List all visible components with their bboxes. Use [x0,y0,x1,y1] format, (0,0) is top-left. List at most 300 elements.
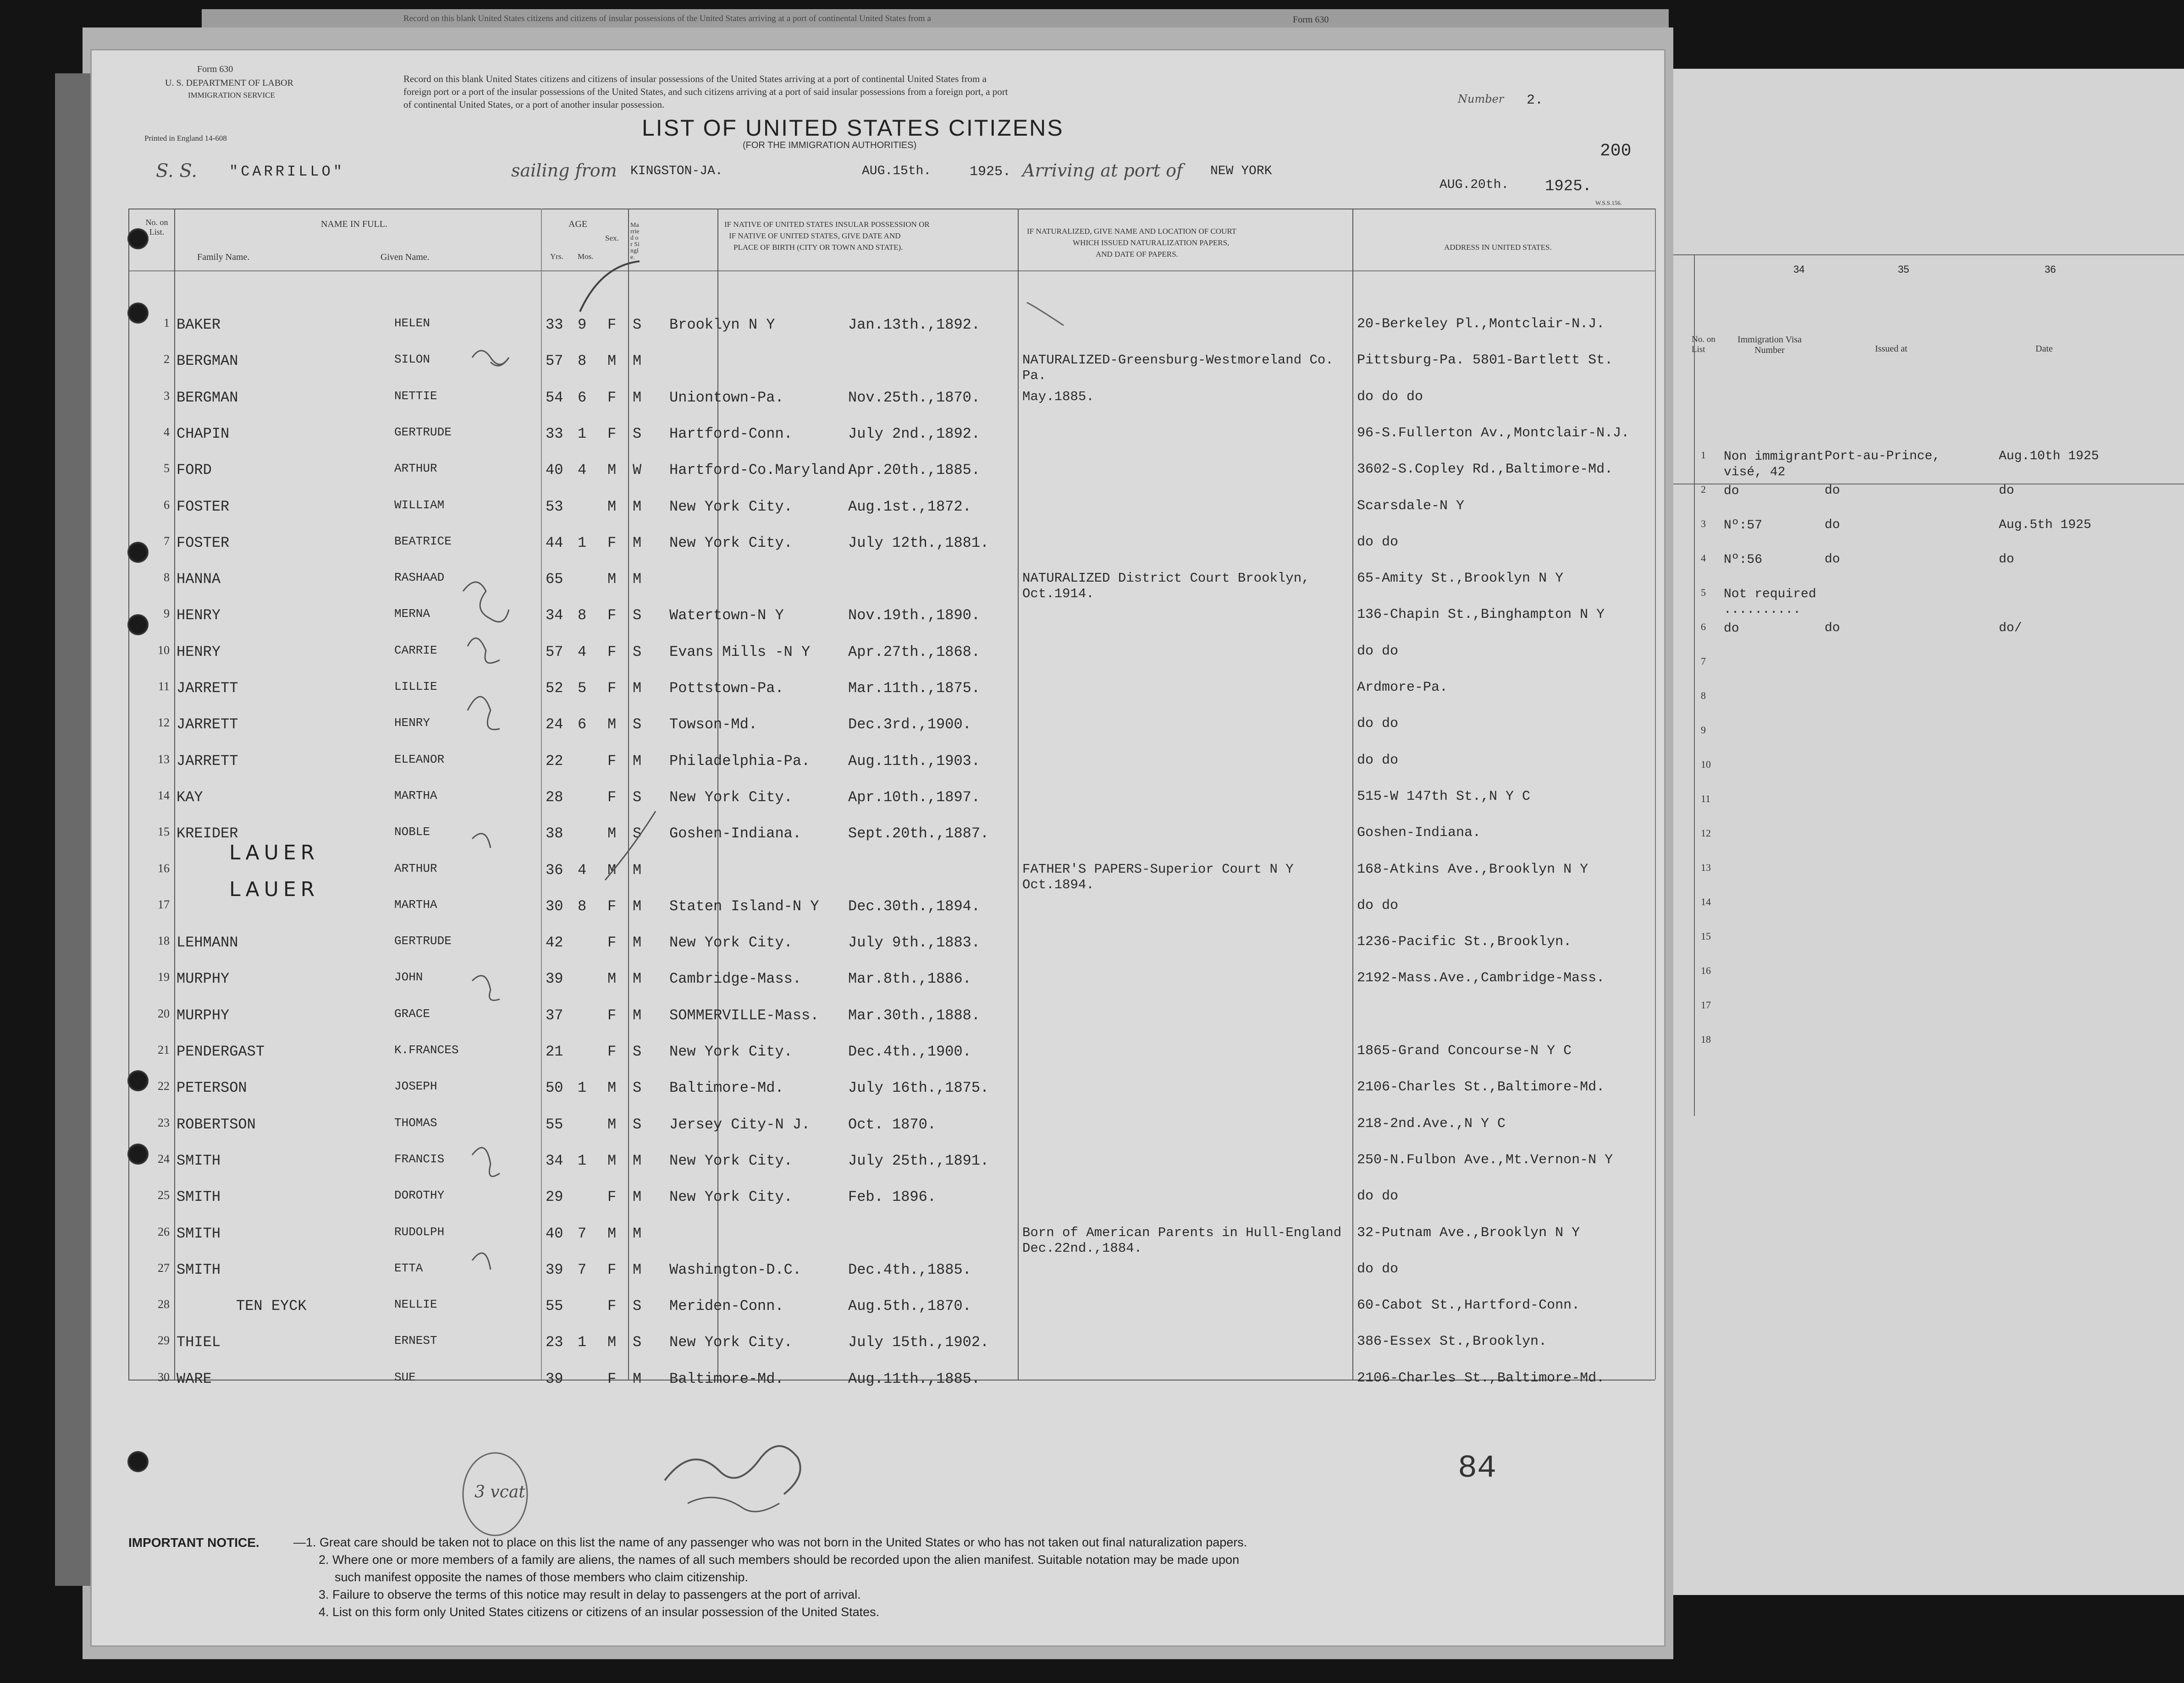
birthplace: Brooklyn N Y [669,316,775,333]
punch-hole [127,228,149,249]
sex: M [607,1152,617,1169]
age-years: 55 [546,1116,563,1133]
birthplace: Goshen-Indiana. [669,825,802,842]
marital-status: S [633,316,642,333]
birthdate: Mar.11th.,1875. [848,680,981,697]
marital-status: M [633,861,642,879]
marital-status: S [633,425,642,442]
marital-status: S [633,1079,642,1097]
age-months: 8 [578,352,587,370]
visa-date: Aug.5th 1925 [1999,518,2091,532]
visa-row-number: 17 [1701,999,1711,1011]
family-name: JARRETT [176,680,238,697]
given-name: RASHAAD [394,571,445,585]
birthplace: Hartford-Co.Maryland. [669,462,855,479]
sailing-from: KINGSTON-JA. [630,164,723,178]
age-years: 34 [546,1152,563,1169]
given-name: WILLIAM [394,498,445,512]
sex: F [607,1298,617,1315]
family-name: KAY [176,788,203,806]
birthdate: Apr.27th.,1868. [848,643,981,660]
birthdate: Aug.5th.,1870. [848,1298,971,1315]
birthplace: Meriden-Conn. [669,1298,784,1315]
age-years: 30 [546,897,563,915]
given-name: JOHN [394,970,423,984]
birthdate: Oct. 1870. [848,1116,937,1133]
row-number: 29 [158,1334,170,1348]
given-name: GERTRUDE [394,934,452,948]
address: do do [1357,534,1399,550]
visa-row-number: 12 [1701,827,1711,839]
row-number: 3 [164,389,170,402]
age-years: 50 [546,1079,563,1097]
arrival-port: NEW YORK [1210,164,1272,178]
address: do do do [1357,389,1423,405]
given-name: LILLIE [394,680,437,693]
visa-issued-at: do [1825,621,1840,635]
birthplace: Staten Island-N Y [669,897,819,915]
given-name: SILON [394,352,430,367]
address: 65-Amity St.,Brooklyn N Y [1357,571,1564,587]
birthplace: Washington-D.C. [669,1261,802,1278]
age-months: 1 [578,1152,587,1169]
birthplace: Baltimore-Md. [669,1370,784,1387]
address: do do [1357,1261,1399,1277]
sex: M [607,498,617,515]
given-name: THOMAS [394,1116,437,1130]
address: 2106-Charles St.,Baltimore-Md. [1357,1370,1605,1386]
sex: M [607,571,617,588]
handwriting-marks [92,50,1664,1645]
col-address: ADDRESS IN UNITED STATES. [1444,243,1552,252]
row-number: 1 [164,316,170,330]
punch-hole [127,1144,149,1165]
birthdate: Jan.13th.,1892. [848,316,981,333]
address: do do [1357,897,1399,913]
notice-item-2a: 2. Where one or more members of a family are aliens, the names of all such members should be recorded upon the alien manifest. Suitable notation may be made upon [319,1553,1240,1567]
row-number: 14 [158,788,170,802]
family-name: SMITH [176,1188,221,1206]
row-number: 12 [158,716,170,730]
family-name: BERGMAN [176,352,238,370]
birthplace: SOMMERVILLE-Mass. [669,1006,819,1024]
row-number: 15 [158,825,170,839]
birthdate: Dec.4th.,1900. [848,1043,971,1060]
birthdate: Apr.20th.,1885. [848,462,981,479]
arrival-year: 1925. [1545,178,1592,195]
arriving-label: Arriving at port of [1022,160,1183,181]
sex: M [607,1334,617,1351]
department-line-1: U. S. DEPARTMENT OF LABOR [165,78,293,88]
family-name: SMITH [176,1152,221,1169]
marital-status: S [633,1334,642,1351]
visa-row-number: 7 [1701,655,1706,667]
row-number: 17 [158,897,170,911]
age-years: 23 [546,1334,563,1351]
birthplace: New York City. [669,534,793,551]
punch-hole [127,1451,149,1472]
row-number: 2 [164,352,170,366]
address: 2192-Mass.Ave.,Cambridge-Mass. [1357,970,1605,986]
age-years: 39 [546,1370,563,1387]
age-years: 57 [546,643,563,660]
address: 386-Essex St.,Brooklyn. [1357,1334,1547,1350]
birthplace: New York City. [669,1152,793,1169]
visa-row [1673,965,2184,999]
form-number-top: Form 630 [1293,15,1329,25]
birthplace: New York City. [669,788,793,806]
arrival-date: AUG.20th. [1439,178,1509,192]
row-number: 18 [158,934,170,948]
marital-status: M [633,970,642,988]
visa-row-number: 3 [1701,518,1706,529]
birthdate: Nov.19th.,1890. [848,607,981,624]
marital-status: M [633,1152,642,1169]
sex: M [607,1225,617,1242]
naturalization: May.1885. [1022,389,1094,404]
visa-number: Nº:56 [1724,553,1763,567]
address: 60-Cabot St.,Hartford-Conn. [1357,1298,1580,1314]
given-name: HENRY [394,716,430,730]
age-months: 1 [578,1334,587,1351]
address: 2106-Charles St.,Baltimore-Md. [1357,1079,1605,1095]
visa-row [1673,552,2184,587]
birthplace: New York City. [669,934,793,952]
marital-status: M [633,1188,642,1206]
visa-row-number: 18 [1701,1034,1711,1045]
given-name: RUDOLPH [394,1225,445,1239]
visa-row [1673,896,2184,930]
visa-row-number: 16 [1701,965,1711,976]
visa-issued-at: Port-au-Prince, [1825,449,1941,463]
visa-col-34: 34 [1793,264,1805,275]
sex: F [607,752,617,770]
address: 1236-Pacific St.,Brooklyn. [1357,934,1572,950]
visa-number: Non immigrant visé, 42 [1724,450,1824,479]
given-name: DOROTHY [394,1188,445,1203]
visa-row [1673,484,2184,518]
sailing-label: sailing from [511,160,617,181]
sex: F [607,680,617,697]
visa-row-number: 15 [1701,930,1711,942]
sex: F [607,389,617,406]
given-name: NETTIE [394,389,437,403]
birthplace: Pottstown-Pa. [669,680,784,697]
header-back-text: Record on this blank United States citizens and citizens of insular possessions of the United States arriving at a port of continental United States from a [403,14,931,23]
age-months: 5 [578,680,587,697]
age-months: 1 [578,534,587,551]
family-name: SMITH [176,1261,221,1278]
col-mos: Mos. [578,252,594,261]
birthplace: Philadelphia-Pa. [669,752,811,770]
age-years: 38 [546,825,563,842]
number-label: Number [1458,93,1504,105]
birthdate: Aug.11th.,1903. [848,752,981,770]
col-native-3: PLACE OF BIRTH (CITY OR TOWN AND STATE). [734,243,903,252]
address: 168-Atkins Ave.,Brooklyn N Y [1357,861,1588,877]
birthdate: Dec.3rd.,1900. [848,716,971,733]
age-years: 53 [546,498,563,515]
sex: F [607,1370,617,1387]
given-name: BEATRICE [394,534,452,548]
marital-status: M [633,1370,642,1387]
address: 250-N.Fulbon Ave.,Mt.Vernon-N Y [1357,1152,1613,1168]
age-years: 22 [546,752,563,770]
address: 32-Putnam Ave.,Brooklyn N Y [1357,1225,1580,1241]
sex: M [607,1116,617,1133]
address: 20-Berkeley Pl.,Montclair-N.J. [1357,316,1605,332]
row-number: 4 [164,425,170,439]
address: do do [1357,643,1399,659]
visa-col-36: 36 [2045,264,2056,275]
marital-status: S [633,716,642,733]
birthplace: New York City. [669,1334,793,1351]
birthplace: Uniontown-Pa. [669,389,784,406]
visa-issued-at: do [1825,552,1840,566]
age-years: 39 [546,1261,563,1278]
birthdate: Dec.4th.,1885. [848,1261,971,1278]
sex: F [607,425,617,442]
visa-date: Aug.10th 1925 [1999,449,2099,463]
visa-row [1673,1034,2184,1068]
birthdate: July 15th.,1902. [848,1334,989,1351]
marital-status: M [633,752,642,770]
given-name: NOBLE [394,825,430,839]
col-nat-3: AND DATE OF PAPERS. [1096,250,1178,258]
birthdate: Nov.25th.,1870. [848,389,981,406]
family-name: WARE [176,1370,212,1387]
age-years: 37 [546,1006,563,1024]
marital-status: S [633,1298,642,1315]
sex: F [607,1261,617,1278]
age-months: 7 [578,1225,587,1242]
visa-hdr-no: No. on List [1692,335,1715,354]
sail-date: AUG.15th. [862,164,932,178]
age-years: 36 [546,861,563,879]
given-name: SUE [394,1370,416,1384]
family-name: SMITH [176,1225,221,1242]
family-name: HANNA [176,571,221,588]
age-months: 7 [578,1261,587,1278]
age-years: 44 [546,534,563,551]
row-number: 6 [164,498,170,512]
naturalization: NATURALIZED District Court Brooklyn, Oct.1914. [1022,571,1310,602]
address: 96-S.Fullerton Av.,Montclair-N.J. [1357,425,1630,441]
marital-status: S [633,607,642,624]
visa-row-number: 11 [1701,793,1711,804]
row-number: 5 [164,462,170,475]
visa-row [1673,655,2184,690]
sex: M [607,825,617,842]
marital-status: S [633,825,642,842]
marital-status: S [633,1043,642,1060]
row-number: 26 [158,1225,170,1238]
address: do do [1357,752,1399,768]
visa-col-35: 35 [1898,264,1909,275]
age-months: 4 [578,462,587,479]
family-name: FORD [176,462,212,479]
birthplace: Hartford-Conn. [669,425,793,442]
row-number: 23 [158,1116,170,1129]
sex: F [607,643,617,660]
sex: F [607,1188,617,1206]
given-name: JOSEPH [394,1079,437,1094]
age-years: 21 [546,1043,563,1060]
row-number: 16 [158,861,170,875]
birthplace: Baltimore-Md. [669,1079,784,1097]
birthdate: Apr.10th.,1897. [848,788,981,806]
page-title: LIST OF UNITED STATES CITIZENS [642,115,1064,141]
marital-status: M [633,534,642,551]
age-years: 24 [546,716,563,733]
given-name: FRANCIS [394,1152,445,1166]
visa-row-number: 13 [1701,862,1711,873]
age-years: 28 [546,788,563,806]
visa-number: do [1724,622,1739,636]
marital-status: M [633,934,642,952]
row-number: 22 [158,1079,170,1093]
visa-hdr-visa: Immigration Visa Number [1737,335,1802,355]
number-value: 2. [1527,93,1544,108]
marital-status: M [633,389,642,406]
age-years: 33 [546,316,563,333]
notice-item-4: 4. List on this form only United States citizens or citizens of an insular possession of the United States. [319,1605,880,1619]
notice-label: IMPORTANT NOTICE. [128,1535,259,1550]
header-line-2: foreign port or a port of the insular possessions of the United States, and such citizens arriving at a port of said insular possessions from a foreign port, a port [403,86,1008,97]
birthplace: Evans Mills -N Y [669,643,811,660]
visa-row [1673,793,2184,827]
given-name: CARRIE [394,643,437,657]
marital-status: M [633,680,642,697]
visa-row-number: 1 [1701,449,1706,461]
age-years: 57 [546,352,563,370]
age-years: 40 [546,1225,563,1242]
family-name: FOSTER [176,498,230,515]
family-name: THIEL [176,1334,221,1351]
col-no-on-list: No. on List. [145,218,168,236]
birthplace: Watertown-N Y [669,607,784,624]
row-number: 25 [158,1188,170,1202]
page-subtitle: (FOR THE IMMIGRATION AUTHORITIES) [743,140,917,150]
age-years: 33 [546,425,563,442]
address: Goshen-Indiana. [1357,825,1481,841]
visa-number: do [1724,484,1739,498]
family-name: TEN EYCK [236,1298,307,1315]
col-married: Married or Single. [630,222,640,261]
visa-row [1673,621,2184,655]
row-number: 13 [158,752,170,766]
age-months: 6 [578,389,587,406]
ss-label: S. S. [156,160,198,182]
age-months: 6 [578,716,587,733]
visa-row [1673,930,2184,965]
visa-hdr-issued: Issued at [1875,344,1908,354]
given-name: K.FRANCES [394,1043,459,1057]
birthdate: July 16th.,1875. [848,1079,989,1097]
ws-code: W.S.S.156. [1595,199,1622,206]
birthdate: July 9th.,1883. [848,934,981,952]
row-number: 28 [158,1298,170,1311]
birthplace: New York City. [669,498,793,515]
birthdate: Dec.30th.,1894. [848,897,981,915]
address: 1865-Grand Concourse-N Y C [1357,1043,1572,1059]
given-name: ERNEST [394,1334,437,1348]
age-months: 1 [578,425,587,442]
marital-status: M [633,1225,642,1242]
age-years: 40 [546,462,563,479]
age-years: 29 [546,1188,563,1206]
marital-status: S [633,788,642,806]
birthdate: Aug.1st.,1872. [848,498,971,515]
row-number: 8 [164,571,170,584]
address: 218-2nd.Ave.,N Y C [1357,1116,1506,1132]
punch-hole [127,302,149,324]
visa-date: do/ [1999,621,2022,635]
birthplace: Towson-Md. [669,716,758,733]
sex: M [607,352,617,370]
marital-status: M [633,498,642,515]
age-months: 8 [578,897,587,915]
age-years: 55 [546,1298,563,1315]
address: Scarsdale-N Y [1357,498,1465,514]
family-name: ROBERTSON [176,1116,256,1133]
sheet-number: 84 [1458,1451,1497,1487]
sex: M [607,462,617,479]
visa-row [1673,999,2184,1034]
given-name: HELEN [394,316,430,330]
notice-item-1: —1. Great care should be taken not to place on this list the name of any passenger who was not born in the United States or who has not taken out final naturalization papers. [293,1535,1247,1549]
family-name: BERGMAN [176,389,238,406]
birthplace: New York City. [669,1188,793,1206]
address: Ardmore-Pa. [1357,680,1448,695]
given-name: MARTHA [394,788,437,803]
age-months: 1 [578,1079,587,1097]
age-months: 4 [578,643,587,660]
family-name: MURPHY [176,1006,230,1024]
family-name: CHAPIN [176,425,230,442]
marital-status: M [633,897,642,915]
sex: F [607,788,617,806]
sex: F [607,1043,617,1060]
col-nat-2: WHICH ISSUED NATURALIZATION PAPERS, [1073,238,1230,247]
visa-row [1673,690,2184,724]
row-number: 20 [158,1006,170,1020]
visa-row-number: 14 [1701,896,1711,908]
sex: M [607,716,617,733]
birthdate: Feb. 1896. [848,1188,937,1206]
visa-row-number: 2 [1701,484,1706,495]
birthdate: Mar.8th.,1886. [848,970,971,988]
family-name: HENRY [176,643,221,660]
birthdate: July 2nd.,1892. [848,425,981,442]
family-name: PETERSON [176,1079,247,1097]
family-name: MURPHY [176,970,230,988]
address: do do [1357,1188,1399,1204]
sex: M [607,970,617,988]
address: 515-W 147th St.,N Y C [1357,788,1531,804]
notice-item-2b: such manifest opposite the names of those members who claim citizenship. [335,1570,748,1584]
sex: M [607,861,617,879]
col-native-2: IF NATIVE OF UNITED STATES, GIVE DATE AND [729,231,901,240]
row-number: 11 [158,680,170,693]
birthdate: July 25th.,1891. [848,1152,989,1169]
sex: F [607,534,617,551]
punch-hole [127,1070,149,1091]
ship-name: "CARRILLO" [229,163,345,180]
visa-number: Nº:57 [1724,518,1763,533]
visa-sheet [1673,69,2184,1595]
sail-year: 1925. [970,164,1011,180]
